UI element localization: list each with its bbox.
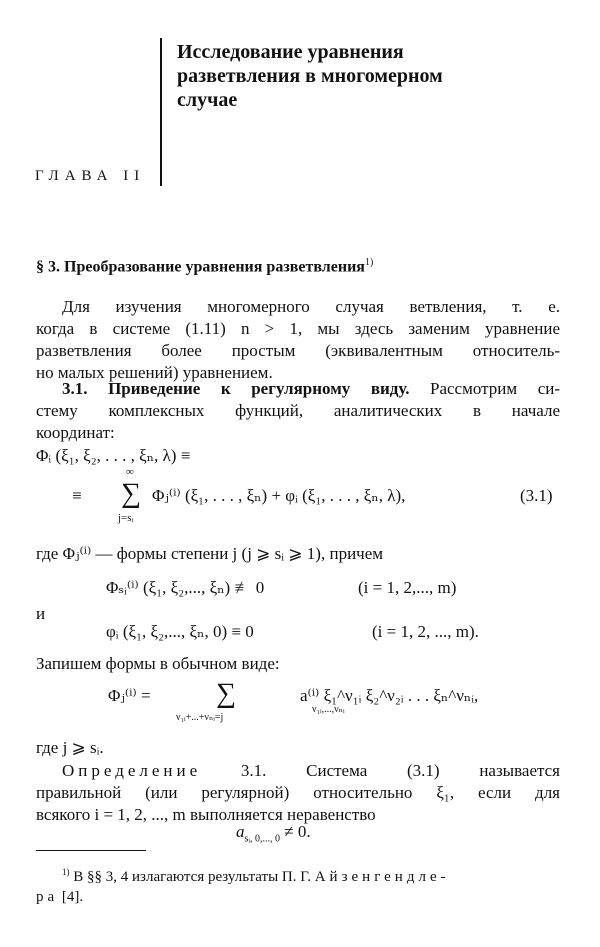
subsection-line-3: координат:: [36, 423, 115, 442]
where-forms-line: [36, 544, 383, 564]
footnote-mark: 1): [62, 867, 70, 877]
subsection-line-2: стему комплексных функций, аналитических в начале: [36, 401, 560, 420]
footnote-text: В §§ 3, 4 излагаются результаты П. Г.: [73, 869, 311, 885]
definition-label: Определение: [62, 761, 202, 780]
chapter-title: [177, 40, 577, 112]
subsection-paragraph: [36, 378, 560, 444]
intro-line-4: но малых решений) уравнением.: [36, 363, 273, 382]
footnote-author: Айзенгендле-: [314, 869, 450, 885]
equation-forms-lhs: Φⱼ⁽ⁱ⁾ =: [108, 686, 151, 705]
subsection-first-rest: Рассмотрим си-: [430, 379, 560, 398]
footnote-line-1: [36, 862, 560, 887]
footnote-line-2: [36, 887, 560, 907]
equation-phi-condition: (i = 1, 2, ..., m).: [372, 622, 479, 641]
where-forms-prefix: где: [36, 544, 59, 563]
intro-paragraph: [36, 296, 560, 384]
footnote-rule: [36, 850, 146, 851]
footnote-reference: [4].: [61, 889, 84, 905]
chapter-title-line-3: случае: [177, 89, 238, 111]
section-footnote-mark: 1): [364, 257, 374, 268]
definition-line-2: правильной (или регулярной) относительно ξ₁, если для: [36, 783, 560, 802]
equation-regularity: [236, 822, 311, 844]
definition-first-line: [36, 760, 560, 782]
chapter-title-line-2: разветвления в многомерном: [177, 65, 443, 87]
chapter-divider-rule: [160, 38, 162, 186]
section-heading: [36, 257, 373, 276]
equation-regularity-coef: a: [236, 822, 245, 841]
forms-intro: Запишем формы в обычном виде:: [36, 654, 280, 673]
where-forms-text: Φⱼ⁽ⁱ⁾ — формы степени j (j ⩾ sᵢ ⩾ 1), причем: [62, 544, 384, 563]
equation-3-1-number: (3.1): [520, 486, 553, 505]
conjunction-and: и: [36, 604, 46, 623]
equation-forms-coef-sub: ν₁ᵢ,...,νₙᵢ: [312, 704, 345, 715]
footnote-author-end: ра: [36, 889, 59, 905]
equation-nonzero-form: Φₛᵢ⁽ⁱ⁾ (ξ₁, ξ₂,..., ξₙ) ≢ 0: [106, 578, 265, 597]
equation-regularity-sub: sᵢ, 0,..., 0: [244, 833, 281, 845]
definition-paragraph: [36, 760, 560, 826]
chapter-title-line-1: Исследование уравнения: [177, 41, 404, 63]
equation-3-1-sum-upper: ∞: [126, 466, 134, 478]
equation-phi-identity: φᵢ (ξ₁, ξ₂,..., ξₙ, 0) ≡ 0: [106, 622, 254, 641]
equation-3-1-rhs-body: Φⱼ⁽ⁱ⁾ (ξ₁, . . . , ξₙ) + φᵢ (ξ₁, . . . , ξₙ, λ),: [152, 486, 406, 505]
equation-nonzero-condition: (i = 1, 2,..., m): [358, 578, 457, 597]
chapter-label: ГЛАВА II: [35, 168, 146, 184]
equation-regularity-rel: ≠ 0.: [284, 822, 311, 841]
definition-line-3: всякого i = 1, 2, ..., m выполняется неравенство: [36, 805, 376, 824]
equation-forms-sum-lower: ν₁ᵢ+...+νₙᵢ=j: [176, 712, 224, 723]
where-j-line: где j ⩾ sᵢ.: [36, 738, 104, 757]
equation-3-1-rhs-prefix: ≡: [72, 486, 82, 505]
equation-forms-sum-sign: ∑: [216, 678, 236, 709]
equation-3-1-sum-lower: j=sᵢ: [118, 512, 134, 524]
intro-line-1: Для изучения многомерного случая ветвления, т. е.: [62, 297, 560, 316]
equation-3-1-lhs: Φᵢ (ξ₁, ξ₂, . . . , ξₙ, λ) ≡: [36, 446, 191, 465]
section-heading-text: § 3. Преобразование уравнения разветвления: [36, 258, 365, 276]
subsection-number: 3.1.: [62, 379, 88, 398]
subsection-title: Приведение к регулярному виду.: [108, 379, 410, 398]
intro-line-2: когда в системе (1.11) n > 1, мы здесь заменим уравнение: [36, 319, 560, 338]
footnote: [36, 862, 560, 907]
equation-forms-body: a⁽ⁱ⁾ ξ₁^ν₁ᵢ ξ₂^ν₂ᵢ . . . ξₙ^νₙᵢ,: [300, 686, 479, 705]
equation-3-1-sum-sign: ∑: [121, 478, 141, 509]
subsection-first-line: [36, 378, 560, 400]
definition-first-rest: 3.1. Система (3.1) называется: [240, 761, 560, 780]
intro-line-3: разветвления более простым (эквивалентным относитель-: [36, 341, 560, 360]
